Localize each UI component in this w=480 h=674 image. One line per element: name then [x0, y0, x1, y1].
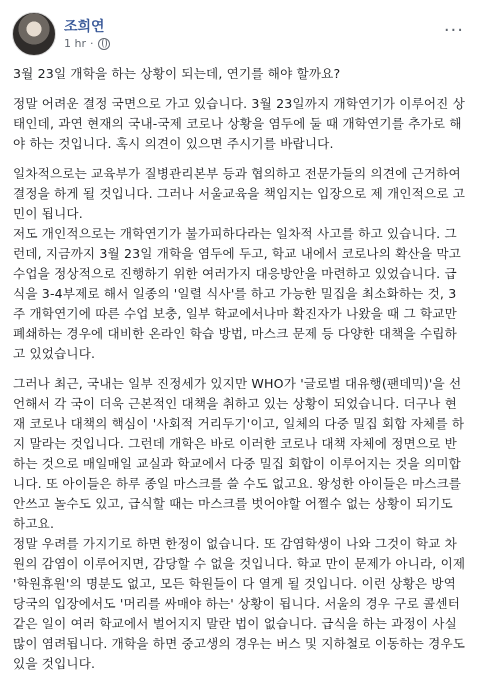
paragraph: 저도 개인적으로는 개학연기가 불가피하다라는 일차적 사고를 하고 있습니다. 그런데, 지금까지 3월 23일 개학을 염두에 두고, 학교 내에서 코로나의 확산을 막고 수업을 정상적으로 진행하기 위한 여러가지 대응방안을 마련하고 있었습니다. 급식을 3-4부제로 해서 일종의 '일렬 식사'를 하고 가능한 밀집을 최소화하는 것, 3주 개학연기에 따른 수업 보충, 일부 학교에서나마 확진자가 나왔을 때 그 학교만 폐쇄하는 경우에 대비한 온라인 학습 방법, 마스크 문제 등 다양한 대책을 수립하고 있었습니다. — [13, 226, 461, 361]
post-question: 3월 23일 개학을 하는 상황이 되는데, 연기를 해야 할까요? — [13, 66, 341, 81]
more-options-icon[interactable]: ··· — [443, 20, 464, 41]
globe-icon[interactable] — [98, 38, 110, 50]
paragraph-gap — [13, 364, 467, 374]
post-meta — [64, 37, 110, 50]
paragraph: 정말 우려를 가지기로 하면 한정이 없습니다. 또 감염학생이 나와 그것이 학교 차원의 감염이 이루어지면, 감당할 수 없을 것입니다. 학교 만이 문제가 아니라, 이제 '학원휴원'의 명분도 없고, 모든 학원들이 다 열게 될 것입니다. 이런 상황은 방역당국의 입장에서도 '머리를 싸매야 하는' 상황이 됩니다. 서울의 경우 구로 콜센터 같은 일이 여러 학교에서 벌어지지 말란 법이 없습니다. 급식을 하는 과정이 사실 많이 염려됩니다. 개학을 하면 중고생의 경우는 버스 및 지하철로 이동하는 경우도 있을 것입니다. — [13, 536, 466, 671]
paragraph-gap — [13, 84, 467, 94]
post-header — [12, 8, 468, 56]
paragraph: 그러나 최근, 국내는 일부 진정세가 있지만 WHO가 '글로벌 대유행(팬데믹)'을 선언해서 각 국이 더욱 근본적인 대책을 취하고 있는 상황이 되었습니다. 더구나 현재 코로나 대책의 핵심이 '사회적 거리두기'이고, 일체의 다중 밀집 회합 자체를 하지 말라는 것입니다. 그런데 개학은 바로 이러한 코로나 대책 자체에 정면으로 반하는 것으로 매일매일 교실과 학교에서 다중 밀집 회합이 이루어지는 것을 의미합니다. 또 아이들은 하루 종일 마스크를 쓸 수도 없고요. 왕성한 아이들은 마스크를 안쓰고 놀수도 있고, 급식할 때는 마스크를 벗어야할 어쩔수 없는 상황이 되기도 하고요. — [13, 376, 465, 531]
paragraph: 일차적으로는 교육부가 질병관리본부 등과 협의하고 전문가들의 의견에 근거하여 결정을 하게 될 것입니다. 그러나 서울교육을 책임지는 입장으로 제 개인적으로 고민이 됩니다. — [13, 166, 466, 221]
paragraph-gap — [13, 154, 467, 164]
author-avatar[interactable] — [12, 12, 56, 56]
paragraph: 정말 어려운 결정 국면으로 가고 있습니다. 3월 23일까지 개학연기가 이루어진 상태인데, 과연 현재의 국내-국제 코로나 상황을 염두에 둘 때 개학연기를 추가로 해야 하는 것입니다. 혹시 의견이 있으면 주시기를 바랍니다. — [13, 96, 465, 151]
meta-separator: · — [90, 37, 94, 50]
author-name[interactable]: 조희연 — [64, 19, 105, 35]
post-content — [13, 64, 467, 674]
post-time[interactable]: 1 hr — [64, 37, 86, 50]
